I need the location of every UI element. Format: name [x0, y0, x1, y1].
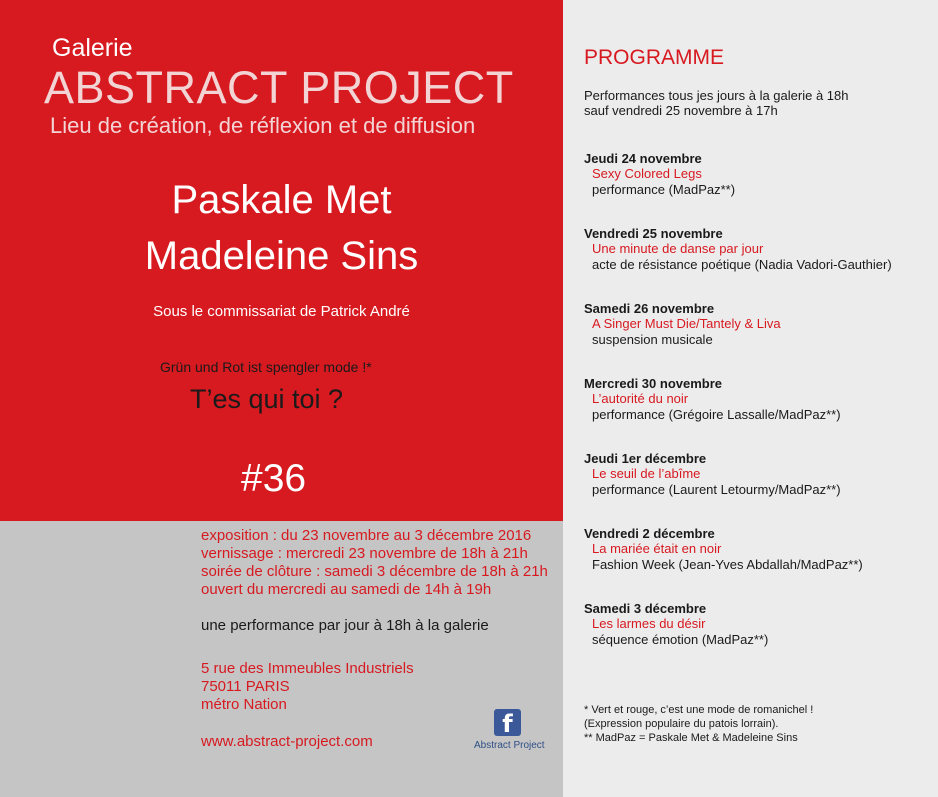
- galerie-label: Galerie: [52, 34, 133, 62]
- event-desc-6: Fashion Week (Jean-Yves Abdallah/MadPaz**): [592, 557, 863, 572]
- footnote-3: ** MadPaz = Paskale Met & Madeleine Sins: [584, 732, 798, 744]
- gallery-name: ABSTRACT PROJECT: [44, 62, 514, 113]
- address-city: 75011 PARIS: [201, 678, 290, 695]
- programme-intro-line-1: Performances tous jes jours à la galerie à 18h: [584, 88, 849, 103]
- event-desc-5: performance (Laurent Letourmy/MadPaz**): [592, 482, 841, 497]
- exhibition-dates: exposition : du 23 novembre au 3 décembre 2016: [201, 527, 532, 544]
- address-metro: métro Nation: [201, 696, 287, 713]
- gallery-tagline: Lieu de création, de réflexion et de diffusion: [50, 113, 476, 138]
- show-title: T’es qui toi ?: [190, 384, 344, 414]
- event-name-1: Sexy Colored Legs: [592, 166, 702, 181]
- closing-dates: soirée de clôture : samedi 3 décembre de 18h à 21h: [201, 563, 548, 580]
- daily-performance-note: une performance par jour à 18h à la galerie: [201, 617, 489, 634]
- event-date-7: Samedi 3 décembre: [584, 601, 707, 616]
- show-number: #36: [241, 457, 307, 500]
- event-date-6: Vendredi 2 décembre: [584, 526, 715, 541]
- event-date-2: Vendredi 25 novembre: [584, 226, 723, 241]
- facebook-icon[interactable]: f: [494, 709, 521, 736]
- event-desc-2: acte de résistance poétique (Nadia Vadori-Gauthier): [592, 257, 892, 272]
- footnotes: [584, 703, 813, 745]
- event-desc-3: suspension musicale: [592, 332, 713, 347]
- opening-hours: ouvert du mercredi au samedi de 14h à 19h: [201, 581, 492, 598]
- event-name-3: A Singer Must Die/Tantely & Liva: [592, 316, 781, 331]
- event-desc-7: séquence émotion (MadPaz**): [592, 632, 769, 647]
- event-desc-4: performance (Grégoire Lassalle/MadPaz**): [592, 407, 841, 422]
- address-street: 5 rue des Immeubles Industriels: [201, 660, 414, 677]
- artist-name-1: Paskale Met: [171, 178, 392, 222]
- programme-intro-line-2: sauf vendredi 25 novembre à 17h: [584, 103, 778, 118]
- event-date-5: Jeudi 1er décembre: [584, 451, 707, 466]
- event-date-4: Mercredi 30 novembre: [584, 376, 723, 391]
- event-name-4: L’autorité du noir: [592, 391, 689, 406]
- event-date-1: Jeudi 24 novembre: [584, 151, 702, 166]
- opening-dates: vernissage : mercredi 23 novembre de 18h à 21h: [201, 545, 528, 562]
- event-name-2: Une minute de danse par jour: [592, 241, 764, 256]
- footnote-1: * Vert et rouge, c’est une mode de romanichel !: [584, 704, 814, 716]
- footnote-2: (Expression populaire du patois lorrain).: [584, 718, 779, 730]
- facebook-label[interactable]: Abstract Project: [474, 740, 545, 751]
- curator-credit: Sous le commissariat de Patrick André: [153, 303, 410, 320]
- event-name-6: La mariée était en noir: [592, 541, 722, 556]
- event-name-5: Le seuil de l’abîme: [592, 466, 701, 481]
- event-name-7: Les larmes du désir: [592, 616, 706, 631]
- event-desc-1: performance (MadPaz**): [592, 182, 736, 197]
- website-link[interactable]: www.abstract-project.com: [201, 733, 373, 750]
- artist-name-2: Madeleine Sins: [144, 234, 419, 278]
- quote-line: Grün und Rot ist spengler mode !*: [160, 359, 372, 375]
- event-date-3: Samedi 26 novembre: [584, 301, 715, 316]
- programme-title: PROGRAMME: [584, 46, 725, 69]
- programme-intro: [584, 88, 848, 118]
